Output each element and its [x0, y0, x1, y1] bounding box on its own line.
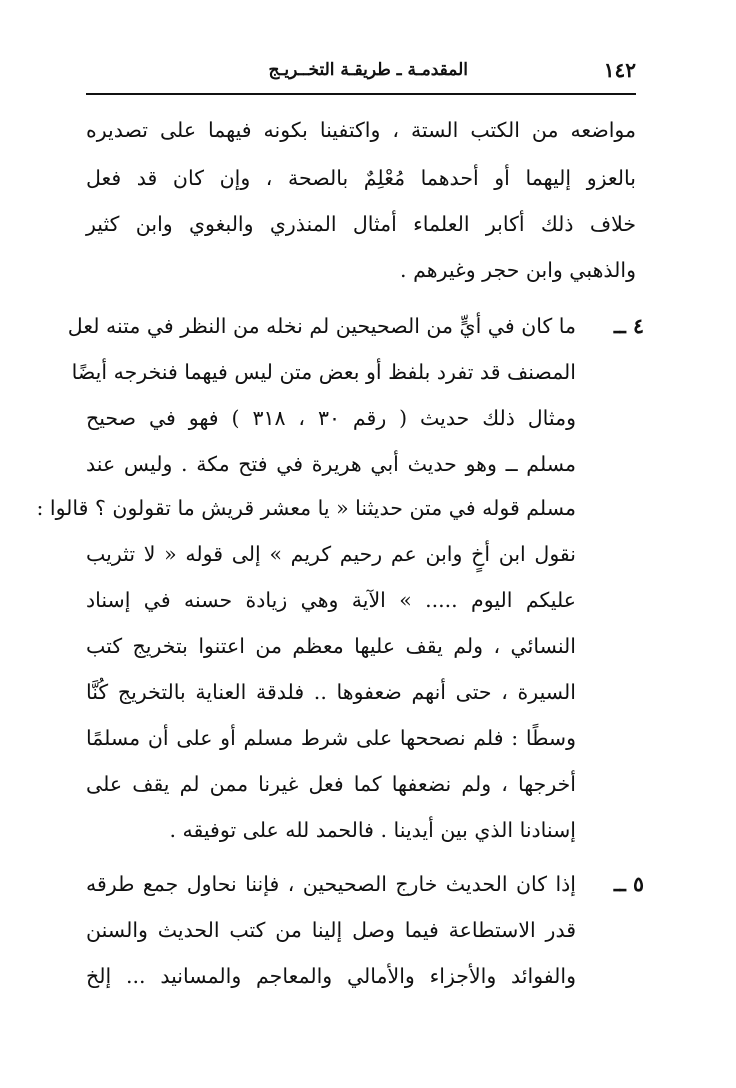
text-line: مواضعه من الكتب الستة ، واكتفينا بكونه فيهما على تصديره: [86, 118, 636, 142]
item-marker: ٤ ــ: [613, 314, 644, 338]
text-line: أخرجها ، ولم نضعفها كما فعل غيرنا ممن لم يقف على: [86, 772, 576, 796]
text-line: ما كان في أيٍّ من الصحيحين لم نخله من النظر في متنه لعل: [67, 314, 576, 338]
text-line: خلاف ذلك أكابر العلماء أمثال المنذري والبغوي وابن كثير: [86, 212, 636, 236]
header-rule: [86, 93, 636, 95]
page-header: [86, 58, 636, 90]
text-line: مسلم قوله في متن حديثنا « يا معشر قريش ما تقولون ؟ قالوا :: [36, 496, 576, 520]
text-line: نقول ابن أخٍ وابن عم رحيم كريم » إلى قوله « لا تثريب: [86, 542, 576, 566]
text-line: مسلم ــ وهو حديث أبي هريرة في فتح مكة . وليس عند: [86, 452, 576, 476]
text-line: والفوائد والأجزاء والأمالي والمعاجم والمسانيد ... إلخ: [86, 964, 576, 988]
running-title: المقدمـة ـ طريقـة التخــريـج: [268, 60, 468, 80]
text-line: ومثال ذلك حديث ( رقم ٣٠ ، ٣١٨ ) فهو في صحيح: [86, 406, 576, 430]
text-line: المصنف قد تفرد بلفظ أو بعض متن ليس فيهما فنخرجه أيضًا: [71, 360, 576, 384]
text-line: والذهبي وابن حجر وغيرهم .: [400, 258, 636, 282]
text-line: عليكم اليوم ..... » الآية وهي زيادة حسنه في إسناد: [86, 588, 576, 612]
text-line: إذا كان الحديث خارج الصحيحين ، فإننا نحاول جمع طرقه: [86, 872, 576, 896]
text-line: السيرة ، حتى أنهم ضعفوها .. فلدقة العناية بالتخريج كُنَّا: [86, 680, 576, 704]
text-line: وسطًا : فلم نصححها على شرط مسلم أو على أن مسلمًا: [86, 726, 576, 750]
item-marker: ٥ ــ: [613, 872, 644, 896]
text-line: قدر الاستطاعة فيما وصل إلينا من كتب الحديث والسنن: [86, 918, 576, 942]
text-line: بالعزو إليهما أو أحدهما مُعْلِمٌ بالصحة ، وإن كان قد فعل: [86, 166, 636, 190]
text-line: إسنادنا الذي بين أيدينا . فالحمد لله على توفيقه .: [169, 818, 576, 842]
page-number: ١٤٢: [603, 58, 636, 82]
text-line: النسائي ، ولم يقف عليها معظم من اعتنوا بتخريج كتب: [86, 634, 576, 658]
